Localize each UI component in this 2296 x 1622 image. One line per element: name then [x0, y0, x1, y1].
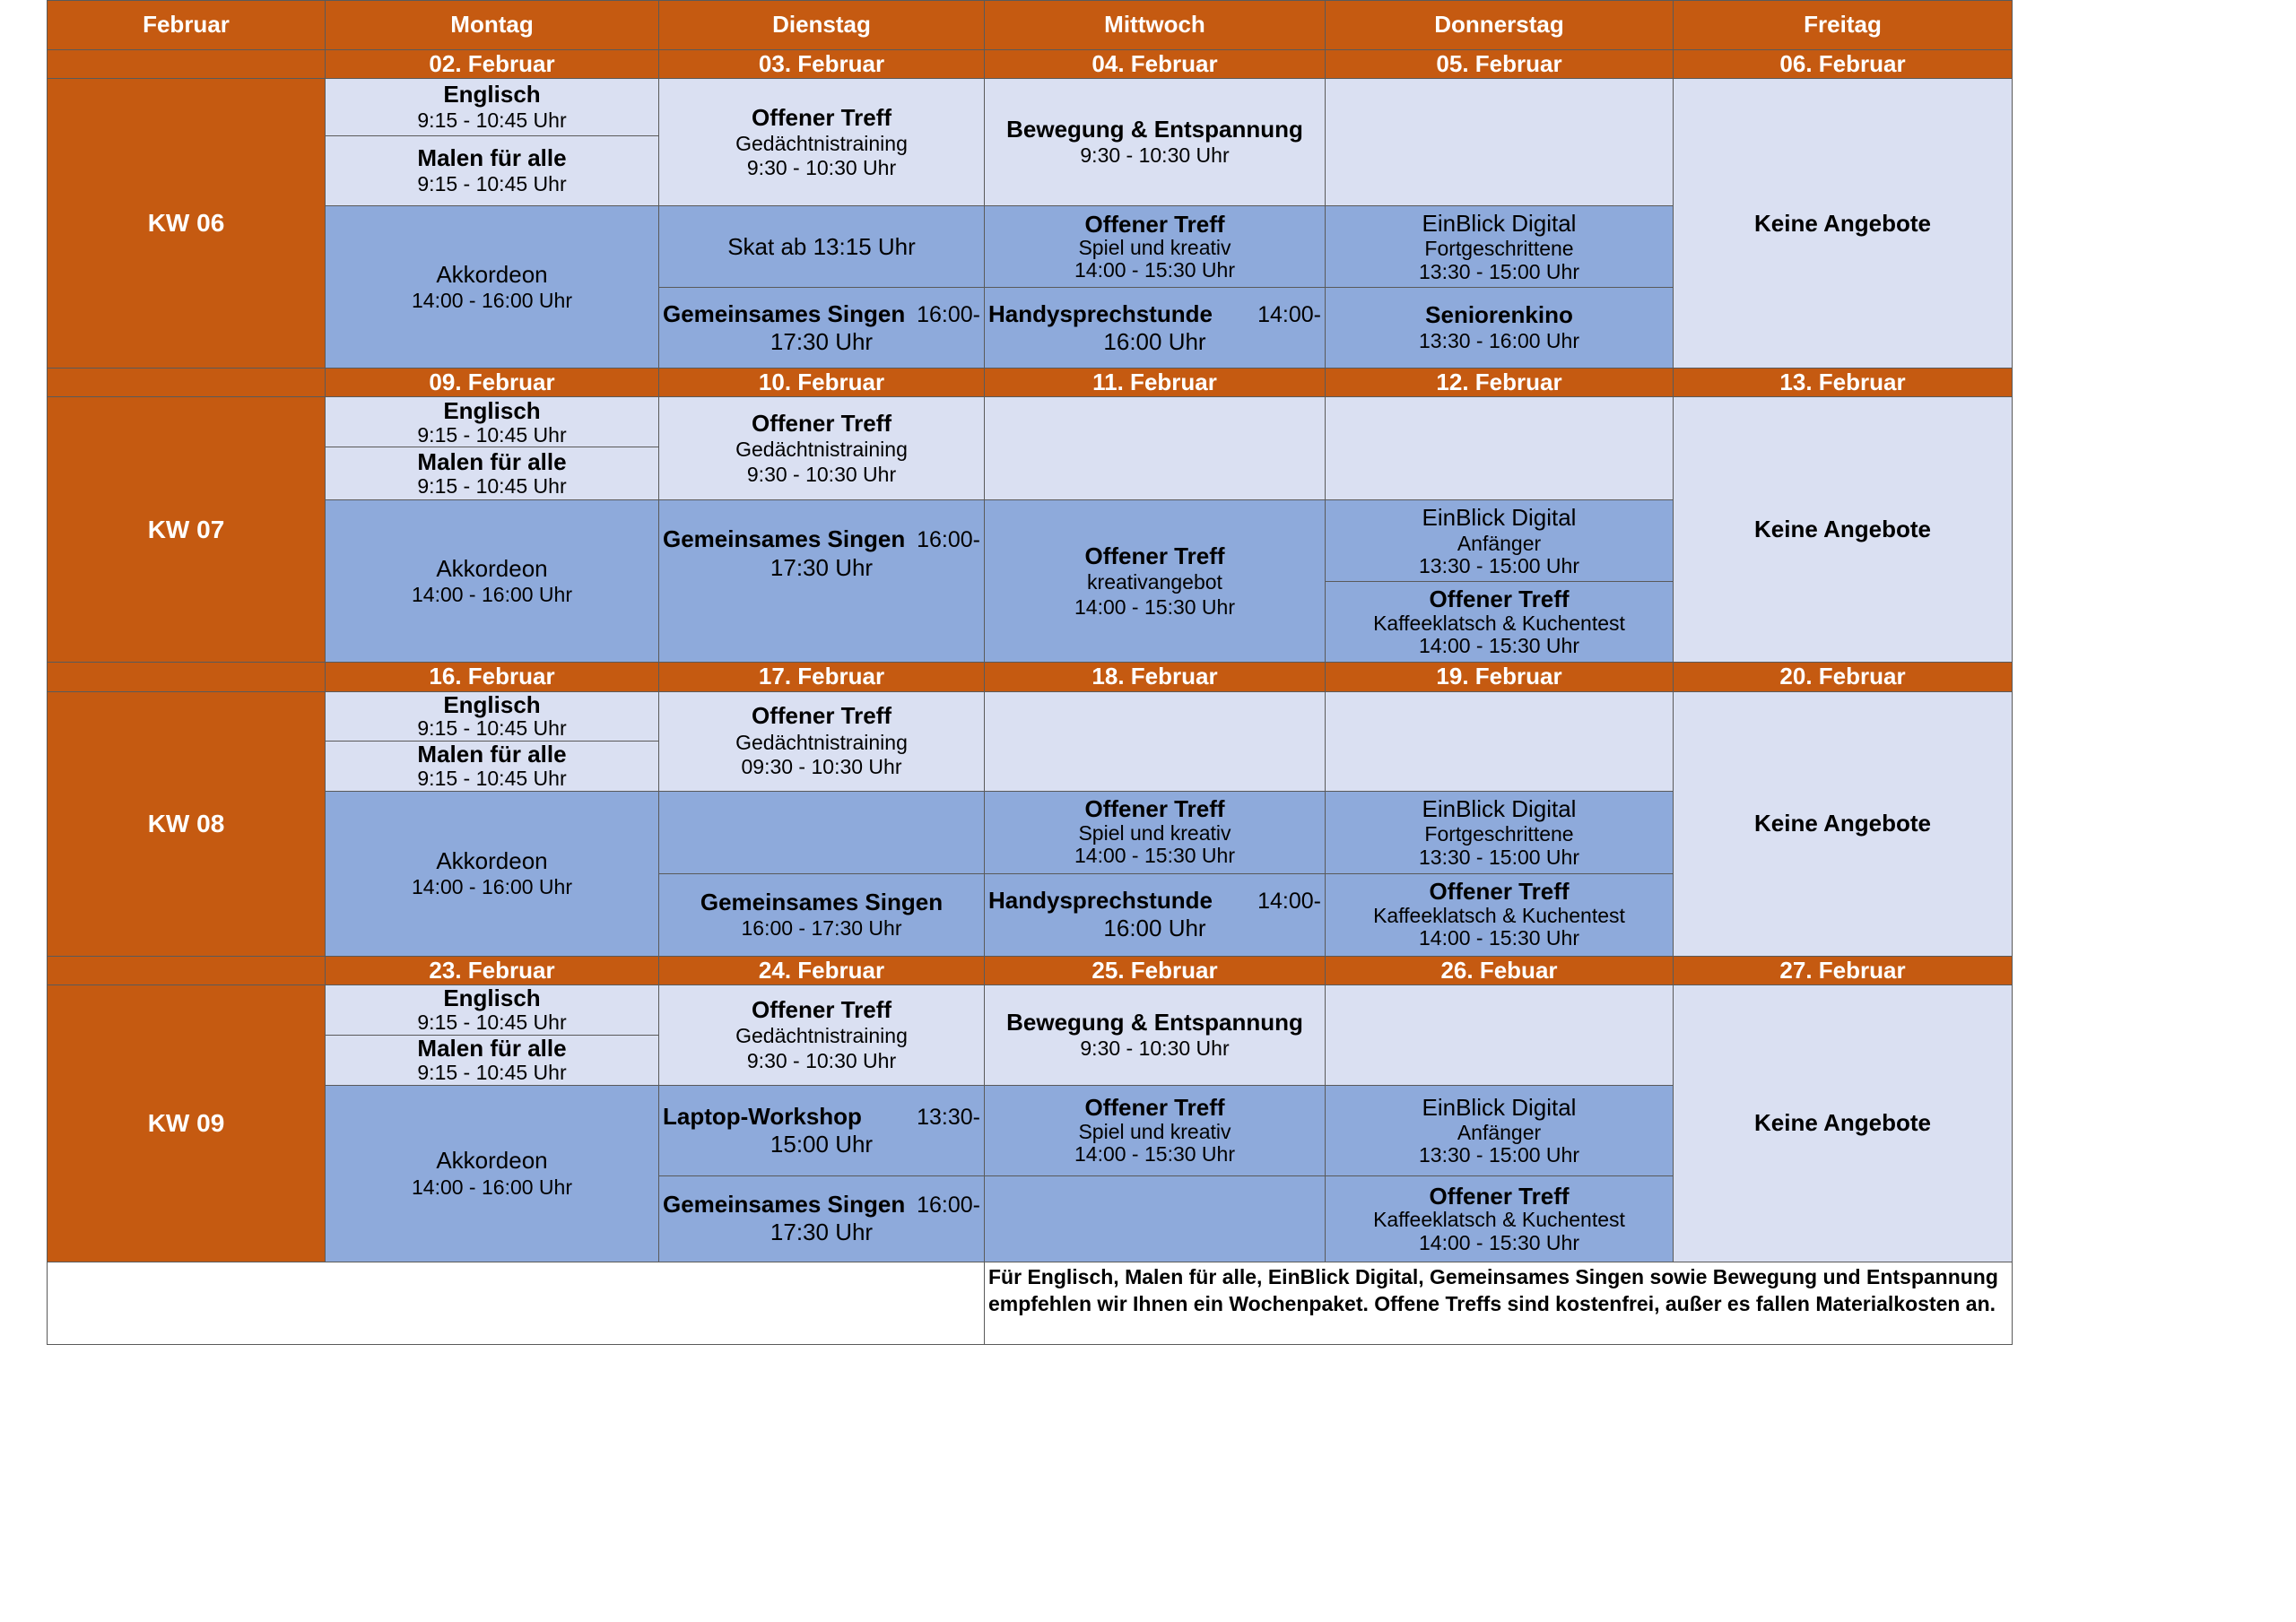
- event-time: 13:30 - 15:00 Uhr: [1418, 845, 1579, 869]
- event-cell: [985, 206, 1326, 288]
- day-header-monday: Montag: [326, 1, 659, 50]
- date-cell: 20. Februar: [1674, 663, 2013, 691]
- empty-cell: [1326, 79, 1674, 206]
- date-cell: 09. Februar: [326, 369, 659, 397]
- event-subtitle: Spiel und kreativ: [1078, 236, 1231, 260]
- date-row: [48, 663, 2013, 691]
- date-cell: 12. Februar: [1326, 369, 1674, 397]
- no-offers-label: Keine Angebote: [1754, 209, 1931, 237]
- week-label: KW 08: [48, 691, 326, 956]
- event-cell: [985, 79, 1326, 206]
- week-label: KW 07: [48, 397, 326, 663]
- event-time: 9:15 - 10:45 Uhr: [417, 1010, 567, 1034]
- event-title: Offener Treff: [751, 103, 892, 131]
- event-subtitle: Spiel und kreativ: [1078, 1119, 1231, 1143]
- event-cell: [326, 79, 659, 136]
- date-spacer: [48, 369, 326, 397]
- date-cell: 04. Februar: [985, 50, 1326, 79]
- event-cell: [659, 500, 985, 663]
- event-cell: [659, 691, 985, 791]
- event-time: 9:15 - 10:45 Uhr: [417, 172, 567, 196]
- event-title: Gemeinsames Singen: [700, 888, 944, 915]
- event-time-end: 17:30 Uhr: [770, 327, 874, 355]
- event-cell: [985, 791, 1326, 873]
- event-title: Offener Treff: [751, 410, 892, 438]
- event-cell: [659, 288, 985, 369]
- no-offers-label: Keine Angebote: [1754, 809, 1931, 837]
- event-cell: [1326, 500, 1674, 582]
- date-cell: 25. Februar: [985, 956, 1326, 984]
- day-header-wednesday: Mittwoch: [985, 1, 1326, 50]
- event-title: Englisch: [443, 81, 541, 108]
- event-title: Englisch: [443, 984, 541, 1012]
- event-time: 09:30 - 10:30 Uhr: [741, 755, 902, 779]
- event-cell: [985, 984, 1326, 1085]
- empty-cell: [985, 397, 1326, 500]
- event-cell: [326, 447, 659, 500]
- event-time: 13:30 - 15:00 Uhr: [1418, 553, 1579, 577]
- event-cell: [326, 500, 659, 663]
- event-title: Akkordeon: [436, 260, 548, 288]
- date-cell: 10. Februar: [659, 369, 985, 397]
- event-cell: [326, 984, 659, 1035]
- event-time-start: 14:00-: [1257, 301, 1321, 327]
- date-row: [48, 956, 2013, 984]
- no-offers-cell: [1674, 691, 2013, 956]
- event-time: 14:00 - 15:30 Uhr: [1074, 594, 1235, 619]
- event-time: 9:15 - 10:45 Uhr: [417, 716, 567, 741]
- event-title: Malen für alle: [417, 448, 567, 476]
- event-subtitle: Gedächtnistraining: [735, 730, 908, 754]
- event-cell: [1326, 791, 1674, 873]
- event-cell: [1326, 582, 1674, 663]
- date-cell: 19. Februar: [1326, 663, 1674, 691]
- date-cell: 06. Februar: [1674, 50, 2013, 79]
- event-time: 13:30 - 16:00 Uhr: [1418, 329, 1579, 353]
- no-offers-cell: [1674, 397, 2013, 663]
- event-time: 14:00 - 16:00 Uhr: [411, 288, 572, 312]
- event-title: EinBlick Digital: [1422, 504, 1577, 532]
- event-title: Offener Treff: [1084, 210, 1225, 238]
- event-title: Akkordeon: [436, 554, 548, 582]
- event-cell: [326, 136, 659, 206]
- date-spacer: [48, 50, 326, 79]
- event-title: Offener Treff: [751, 702, 892, 730]
- event-cell: [1326, 206, 1674, 288]
- event-subtitle: Kaffeeklatsch & Kuchentest: [1373, 904, 1625, 928]
- event-cell: [326, 1035, 659, 1085]
- empty-footer-cell: [48, 1262, 985, 1344]
- event-time-end: 17:30 Uhr: [770, 1219, 874, 1246]
- date-cell: 27. Februar: [1674, 956, 2013, 984]
- event-title: Offener Treff: [1429, 878, 1570, 906]
- event-title: Akkordeon: [436, 846, 548, 874]
- event-title: Englisch: [443, 396, 541, 424]
- event-time: 14:00 - 15:30 Uhr: [1418, 926, 1579, 950]
- event-cell: [326, 397, 659, 447]
- day-header-thursday: Donnerstag: [1326, 1, 1674, 50]
- event-time-end: 16:00 Uhr: [1103, 327, 1206, 355]
- empty-cell: [1326, 984, 1674, 1085]
- event-cell: [1326, 1085, 1674, 1175]
- event-subtitle: Gedächtnistraining: [735, 1024, 908, 1048]
- day-header-friday: Freitag: [1674, 1, 2013, 50]
- event-time: 9:15 - 10:45 Uhr: [417, 1060, 567, 1084]
- event-title: Handysprechstunde: [988, 299, 1213, 327]
- empty-cell: [1326, 397, 1674, 500]
- date-cell: 05. Februar: [1326, 50, 1674, 79]
- event-title: Gemeinsames Singen: [663, 525, 906, 553]
- event-cell: [659, 206, 985, 288]
- event-subtitle: Gedächtnistraining: [735, 438, 908, 462]
- event-subtitle: kreativangebot: [1087, 570, 1222, 594]
- date-spacer: [48, 956, 326, 984]
- event-time: 13:30 - 15:00 Uhr: [1418, 259, 1579, 283]
- event-cell: [326, 1085, 659, 1262]
- event-time: 9:15 - 10:45 Uhr: [417, 108, 567, 133]
- event-time: 14:00 - 15:30 Uhr: [1074, 1142, 1235, 1167]
- date-cell: 18. Februar: [985, 663, 1326, 691]
- event-title: Offener Treff: [1084, 542, 1225, 570]
- event-time-end: 17:30 Uhr: [770, 553, 874, 581]
- event-cell: [985, 873, 1326, 956]
- event-title: Englisch: [443, 691, 541, 718]
- event-time-start: 13:30-: [917, 1104, 980, 1130]
- event-time: 9:30 - 10:30 Uhr: [746, 1048, 897, 1072]
- event-time: 14:00 - 16:00 Uhr: [411, 1175, 572, 1199]
- event-subtitle: Fortgeschrittene: [1424, 237, 1574, 261]
- event-time: 14:00 - 15:30 Uhr: [1074, 844, 1235, 868]
- event-time: 14:00 - 15:30 Uhr: [1418, 634, 1579, 658]
- date-cell: 11. Februar: [985, 369, 1326, 397]
- event-time-start: 16:00-: [917, 527, 980, 553]
- week-label: KW 09: [48, 984, 326, 1262]
- day-header-tuesday: Dienstag: [659, 1, 985, 50]
- event-cell: [659, 1175, 985, 1262]
- date-cell: 02. Februar: [326, 50, 659, 79]
- event-time: 16:00 - 17:30 Uhr: [741, 915, 902, 940]
- event-time: 14:00 - 15:30 Uhr: [1418, 1230, 1579, 1254]
- event-time: 9:30 - 10:30 Uhr: [746, 462, 897, 486]
- event-title: Bewegung & Entspannung: [1006, 116, 1303, 143]
- event-title: Offener Treff: [1084, 795, 1225, 823]
- date-cell: 17. Februar: [659, 663, 985, 691]
- event-cell: [659, 1085, 985, 1175]
- date-cell: 13. Februar: [1674, 369, 2013, 397]
- event-cell: [326, 741, 659, 791]
- event-cell: [659, 873, 985, 956]
- month-header: Februar: [48, 1, 326, 50]
- event-cell: [659, 397, 985, 500]
- event-title: Akkordeon: [436, 1147, 548, 1175]
- event-title: Bewegung & Entspannung: [1006, 1008, 1303, 1036]
- event-title: Malen für alle: [417, 741, 567, 768]
- event-time: 14:00 - 16:00 Uhr: [411, 874, 572, 898]
- event-cell: [326, 691, 659, 741]
- no-offers-label: Keine Angebote: [1754, 516, 1931, 543]
- event-cell: [1326, 873, 1674, 956]
- weekly-schedule-table: [47, 0, 2013, 1345]
- event-time: 9:30 - 10:30 Uhr: [746, 156, 897, 180]
- event-title: EinBlick Digital: [1422, 1093, 1577, 1121]
- event-cell: [659, 984, 985, 1085]
- event-time-start: 14:00-: [1257, 888, 1321, 914]
- event-title: Offener Treff: [1429, 1182, 1570, 1210]
- no-offers-cell: [1674, 984, 2013, 1262]
- event-title: Malen für alle: [417, 1035, 567, 1063]
- weekday-header-row: [48, 1, 2013, 50]
- event-time: 14:00 - 15:30 Uhr: [1074, 258, 1235, 282]
- date-row: [48, 50, 2013, 79]
- date-cell: 03. Februar: [659, 50, 985, 79]
- event-title: Offener Treff: [1084, 1094, 1225, 1122]
- empty-cell: [1326, 691, 1674, 791]
- event-time: 9:15 - 10:45 Uhr: [417, 766, 567, 790]
- date-row: [48, 369, 2013, 397]
- date-spacer: [48, 663, 326, 691]
- event-title: Malen für alle: [417, 144, 567, 172]
- event-time-start: 16:00-: [917, 301, 980, 327]
- event-title: Offener Treff: [1429, 585, 1570, 613]
- event-cell: [985, 288, 1326, 369]
- date-cell: 23. Februar: [326, 956, 659, 984]
- event-title: Skat ab 13:15 Uhr: [727, 232, 916, 260]
- event-cell: [985, 1085, 1326, 1175]
- event-time: 13:30 - 15:00 Uhr: [1418, 1143, 1579, 1167]
- event-time-start: 16:00-: [917, 1193, 980, 1219]
- event-subtitle: Spiel und kreativ: [1078, 821, 1231, 846]
- no-offers-label: Keine Angebote: [1754, 1109, 1931, 1137]
- event-time: 9:15 - 10:45 Uhr: [417, 474, 567, 499]
- event-cell: [326, 206, 659, 369]
- empty-cell: [985, 691, 1326, 791]
- event-time: 9:30 - 10:30 Uhr: [1080, 1037, 1230, 1061]
- event-time: 9:30 - 10:30 Uhr: [1080, 143, 1230, 168]
- event-subtitle: Gedächtnistraining: [735, 131, 908, 155]
- empty-cell: [985, 1175, 1326, 1262]
- empty-cell: [659, 791, 985, 873]
- event-time-end: 16:00 Uhr: [1103, 915, 1206, 942]
- event-time-end: 15:00 Uhr: [770, 1130, 874, 1158]
- event-cell: [1326, 288, 1674, 369]
- event-title: Gemeinsames Singen: [663, 1191, 906, 1219]
- event-cell: [326, 791, 659, 956]
- event-title: Offener Treff: [751, 996, 892, 1024]
- event-cell: [985, 500, 1326, 663]
- event-subtitle: Kaffeeklatsch & Kuchentest: [1373, 611, 1625, 635]
- event-title: Seniorenkino: [1425, 301, 1573, 329]
- event-subtitle: Fortgeschrittene: [1424, 822, 1574, 846]
- date-cell: 24. Februar: [659, 956, 985, 984]
- event-time: 14:00 - 16:00 Uhr: [411, 583, 572, 607]
- date-cell: 16. Februar: [326, 663, 659, 691]
- no-offers-cell: [1674, 79, 2013, 369]
- event-title: Handysprechstunde: [988, 886, 1213, 914]
- date-cell: 26. Febuar: [1326, 956, 1674, 984]
- event-subtitle: Anfänger: [1457, 531, 1542, 555]
- event-cell: [1326, 1175, 1674, 1262]
- event-title: EinBlick Digital: [1422, 210, 1577, 238]
- week-label: KW 06: [48, 79, 326, 369]
- event-title: EinBlick Digital: [1422, 795, 1577, 823]
- event-title: Gemeinsames Singen: [663, 299, 906, 327]
- event-time: 9:15 - 10:45 Uhr: [417, 422, 567, 447]
- event-cell: [659, 79, 985, 206]
- event-subtitle: Anfänger: [1457, 1121, 1542, 1145]
- event-subtitle: Kaffeeklatsch & Kuchentest: [1373, 1208, 1625, 1232]
- event-title: Laptop-Workshop: [663, 1102, 862, 1130]
- footnote: Für Englisch, Malen für alle, EinBlick Digital, Gemeinsames Singen sowie Bewegung und Entspannung empfehlen wir Ihnen ein Wochenpaket. Offene Treffs sind kostenfrei, außer es fallen Materialkosten an.: [985, 1262, 2013, 1344]
